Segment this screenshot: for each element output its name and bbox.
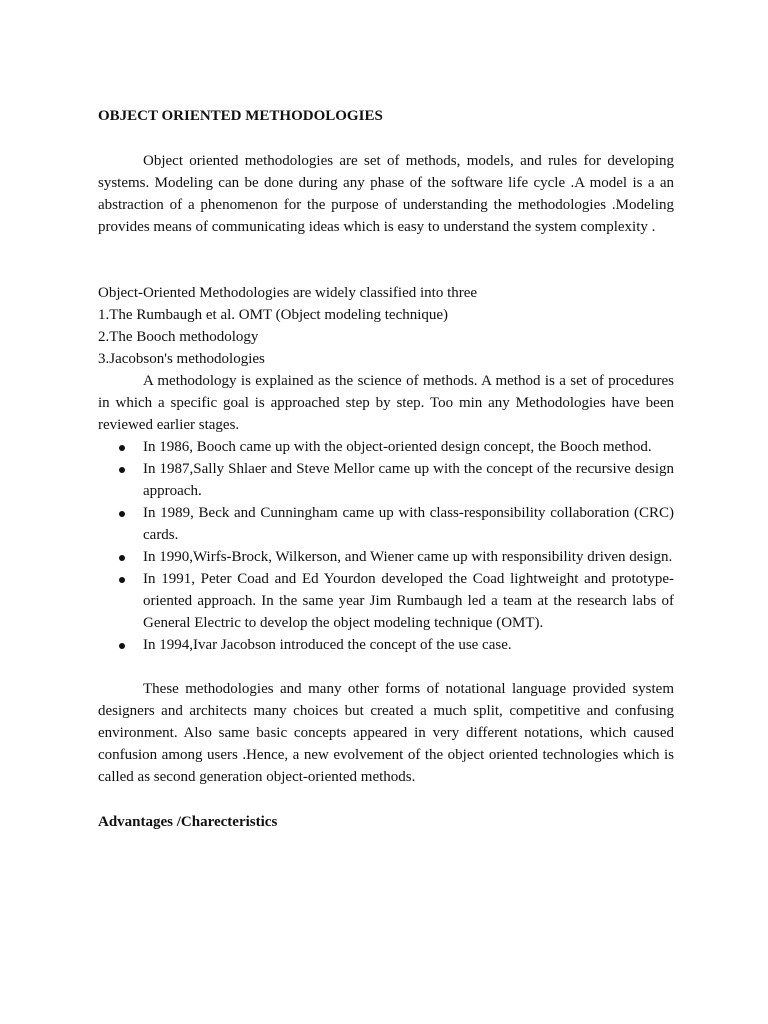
list-item [98, 502, 674, 546]
bullet-icon [119, 511, 125, 517]
bullet-icon [119, 445, 125, 451]
classification-block [98, 282, 674, 370]
closing-paragraph: These methodologies and many other forms of notational language provided system designers and architects many choices but created a much split, competitive and confusing environment. Also same basic concepts appeared in very different notations, which caused confusion among users .Hence, a new evolvement of the object oriented technologies which is called as second generation object-oriented methods. [98, 681, 674, 785]
list-item-text: In 1986, Booch came up with the object-oriented design concept, the Booch method. [143, 439, 652, 455]
list-item-text: In 1987,Sally Shlaer and Steve Mellor came up with the concept of the recursive design approach. [143, 461, 674, 499]
document-page [98, 105, 674, 833]
classification-item: 1.The Rumbaugh et al. OMT (Object modeling technique) [98, 307, 449, 323]
bullet-icon [119, 577, 125, 583]
list-item-text: In 1994,Ivar Jacobson introduced the concept of the use case. [143, 637, 512, 653]
list-item-text: In 1991, Peter Coad and Ed Yourdon developed the Coad lightweight and prototype-oriented approach. In the same year Jim Rumbaugh led a team at the research labs of General Electric to develop the object modeling technique (OMT). [143, 571, 674, 631]
list-item [98, 436, 674, 458]
classification-intro: Object-Oriented Methodologies are widely classified into three [98, 285, 478, 301]
intro-paragraph: Object oriented methodologies are set of methods, models, and rules for developing systems. Modeling can be done during any phase of the software life cycle .A model is a an abstraction of a phenomenon for the purpose of understanding the methodologies .Modeling provides means of communicating ideas which is easy to understand the system complexity . [98, 153, 674, 235]
classification-item: 2.The Booch methodology [98, 329, 259, 345]
bullet-icon [119, 467, 125, 473]
list-item [98, 634, 674, 656]
list-item [98, 458, 674, 502]
list-item-text: In 1989, Beck and Cunningham came up with class-responsibility collaboration (CRC) cards. [143, 505, 674, 543]
bullet-icon [119, 555, 125, 561]
section-heading: Advantages /Charecteristics [98, 814, 278, 830]
history-bullet-list [98, 436, 674, 656]
list-item [98, 546, 674, 568]
list-item [98, 568, 674, 634]
bullet-icon [119, 643, 125, 649]
list-item-text: In 1990,Wirfs-Brock, Wilkerson, and Wiener came up with responsibility driven design. [143, 549, 673, 565]
classification-item: 3.Jacobson's methodologies [98, 351, 265, 367]
document-title: OBJECT ORIENTED METHODOLOGIES [98, 108, 383, 124]
methodology-paragraph: A methodology is explained as the science of methods. A method is a set of procedures in which a specific goal is approached step by step. Too min any Methodologies have been reviewed earlier stages. [98, 373, 674, 433]
